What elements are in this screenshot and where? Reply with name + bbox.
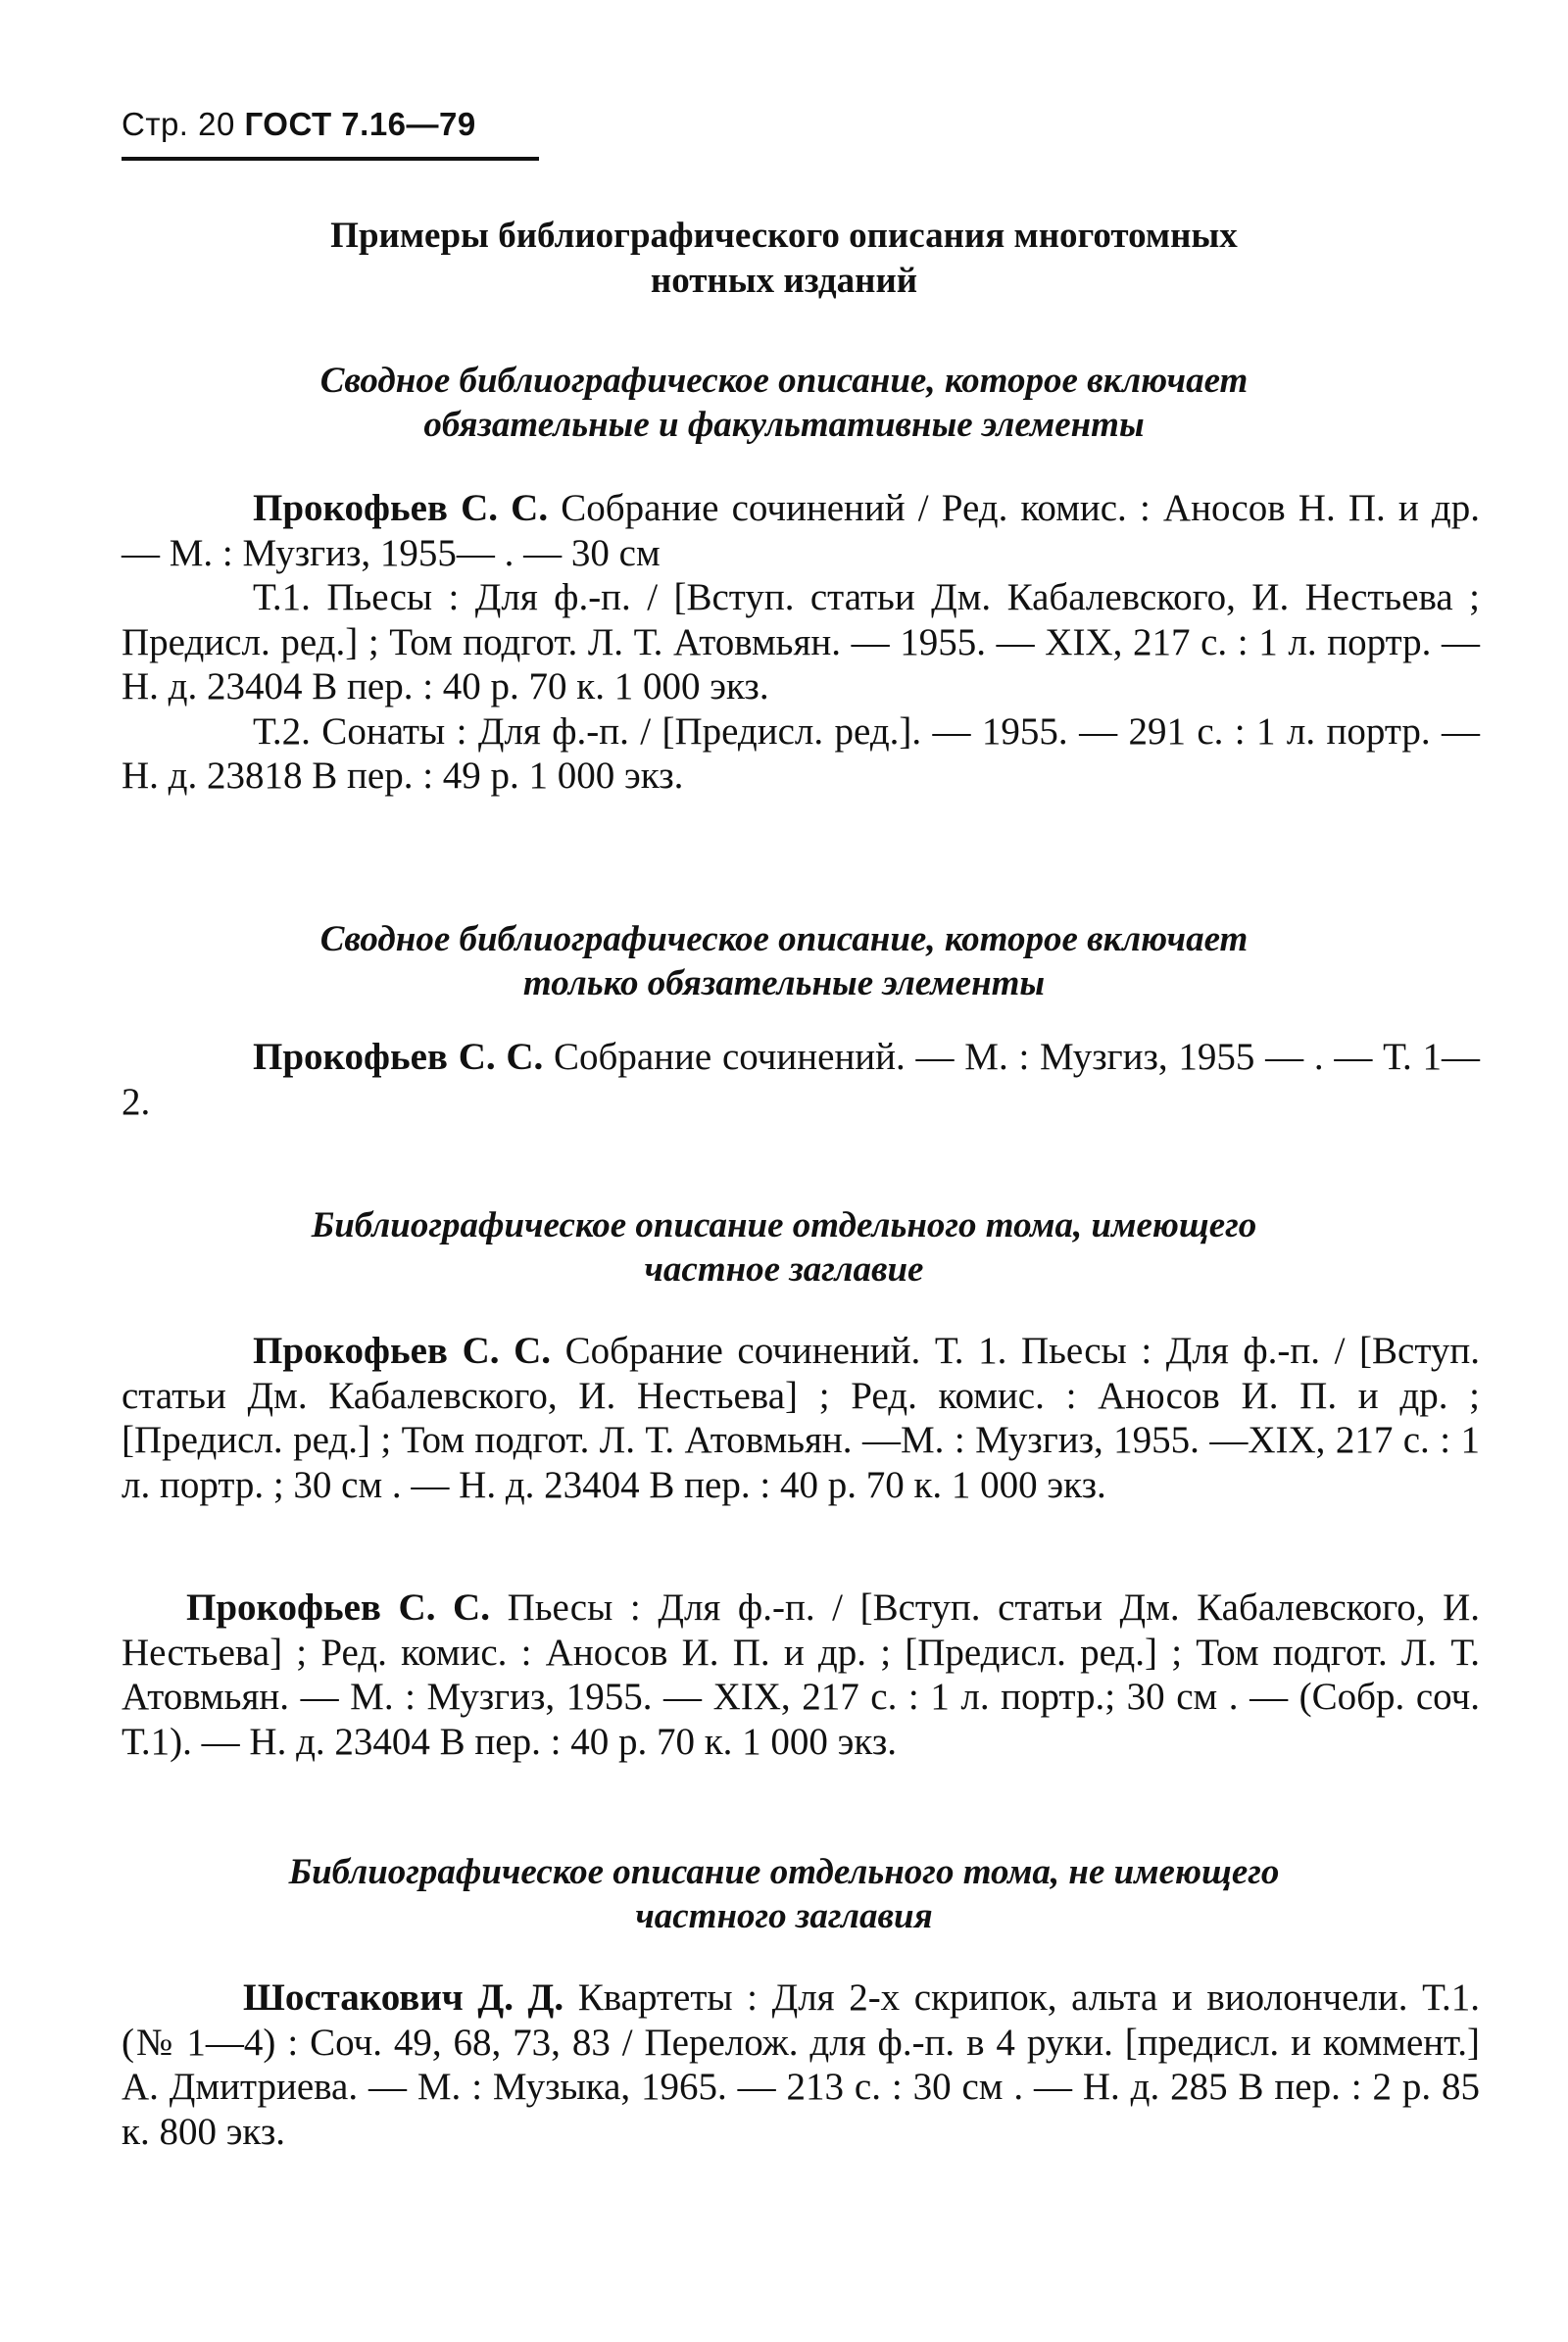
bib-entry — [122, 1976, 1480, 2154]
standard-number: ГОСТ 7.16—79 — [244, 106, 476, 142]
section-3-heading-line-1: Библиографическое описание отдельного тома, имеющего — [311, 1205, 1257, 1245]
section-3-heading — [147, 1203, 1421, 1292]
bib-entry — [122, 1586, 1480, 1764]
page-title — [147, 214, 1421, 304]
entry-text: Т.2. Сонаты : Для ф.-п. / [Предисл. ред.]. — 1955. — 291 с. : 1 л. портр. —Н. д. 23818 В пер. : 49 р. 1 000 экз. — [122, 709, 1480, 797]
section-1-heading-line-2: обязательные и факультативные элементы — [423, 405, 1145, 445]
entry-text: Собрание сочинений / Ред. комис. : Аносов Н. П. и др. — М. : Музгиз, 1955— . — 30 см — [122, 487, 1480, 574]
bib-entry — [122, 1035, 1480, 1124]
entry-author: Шостакович Д. Д. — [243, 1976, 564, 2019]
entry-text: Собрание сочинений. — М. : Музгиз, 1955 — . — Т. 1—2. — [122, 1036, 1480, 1123]
title-line-1: Примеры библиографического описания многотомных — [330, 216, 1238, 256]
section-3-entry-1 — [122, 1329, 1480, 1507]
entry-text: Пьесы : Для ф.-п. / [Вступ. статьи Дм. Кабалевского, И. Нестьева] ; Ред. комис. : Аносов И. П. и др. ; [Предисл. ред.] ; Том подгот. Л. Т. Атовмьян. — М. : Музгиз, 1955. — XIX, 217 с. : 1 л. портр.; 30 см . — (Собр. соч. Т.1). — Н. д. 23404 В пер. : 40 р. 70 к. 1 000 экз. — [122, 1586, 1480, 1763]
section-4-heading — [147, 1850, 1421, 1938]
section-4-heading-line-1: Библиографическое описание отдельного тома, не имеющего — [288, 1852, 1280, 1892]
bib-entry-volume-1 — [122, 575, 1480, 709]
section-1-heading — [147, 359, 1421, 447]
bib-entry — [122, 486, 1480, 575]
header-rule — [122, 157, 539, 161]
entry-author: Прокофьев С. С. — [253, 1330, 551, 1372]
section-2-heading — [147, 917, 1421, 1005]
section-2-heading-line-1: Сводное библиографическое описание, которое включает — [319, 919, 1249, 959]
section-1-entries — [122, 486, 1480, 799]
running-head — [122, 106, 476, 143]
entry-text: Собрание сочинений. Т. 1. Пьесы : Для ф.-п. / [Вступ. статьи Дм. Кабалевского, И. Нестьева] ; Ред. комис. : Аносов И. П. и др. ; [Предисл. ред.] ; Том подгот. Л. Т. Атовмьян. —М. : Музгиз, 1955. —XIX, 217 с. : 1 л. портр. ; 30 см . — Н. д. 23404 В пер. : 40 р. 70 к. 1 000 экз. — [122, 1330, 1480, 1506]
entry-author: Прокофьев С. С. — [253, 1036, 544, 1078]
entry-author: Прокофьев С. С. — [186, 1586, 490, 1629]
page-label: Стр. 20 — [122, 106, 235, 142]
section-3-entry-2 — [122, 1586, 1480, 1764]
section-2-heading-line-2: только обязательные элементы — [522, 963, 1046, 1003]
section-4-heading-line-2: частного заглавия — [635, 1896, 933, 1936]
section-1-heading-line-1: Сводное библиографическое описание, которое включает — [319, 361, 1249, 401]
bib-entry — [122, 1329, 1480, 1507]
section-3-heading-line-2: частное заглавие — [644, 1249, 924, 1290]
title-line-2: нотных изданий — [650, 261, 918, 301]
bib-entry-volume-2 — [122, 709, 1480, 799]
section-4-entries — [122, 1976, 1480, 2154]
section-2-entries — [122, 1035, 1480, 1124]
entry-text: Квартеты : Для 2-х скрипок, альта и виолончели. Т.1. (№ 1—4) : Соч. 49, 68, 73, 83 / Перелож. для ф.-п. в 4 руки. [предисл. и коммент.] А. Дмитриева. — М. : Музыка, 1965. — 213 с. : 30 см . — Н. д. 285 В пер. : 2 р. 85 к. 800 экз. — [122, 1976, 1481, 2153]
entry-author: Прокофьев С. С. — [253, 487, 549, 529]
entry-text: Т.1. Пьесы : Для ф.-п. / [Вступ. статьи Дм. Кабалевского, И. Нестьева ; Предисл. ред.] ; Том подгот. Л. Т. Атовмьян. — 1955. — XIX, 217 с. : 1 л. портр. — Н. д. 23404 В пер. : 40 р. 70 к. 1 000 экз. — [122, 576, 1480, 707]
